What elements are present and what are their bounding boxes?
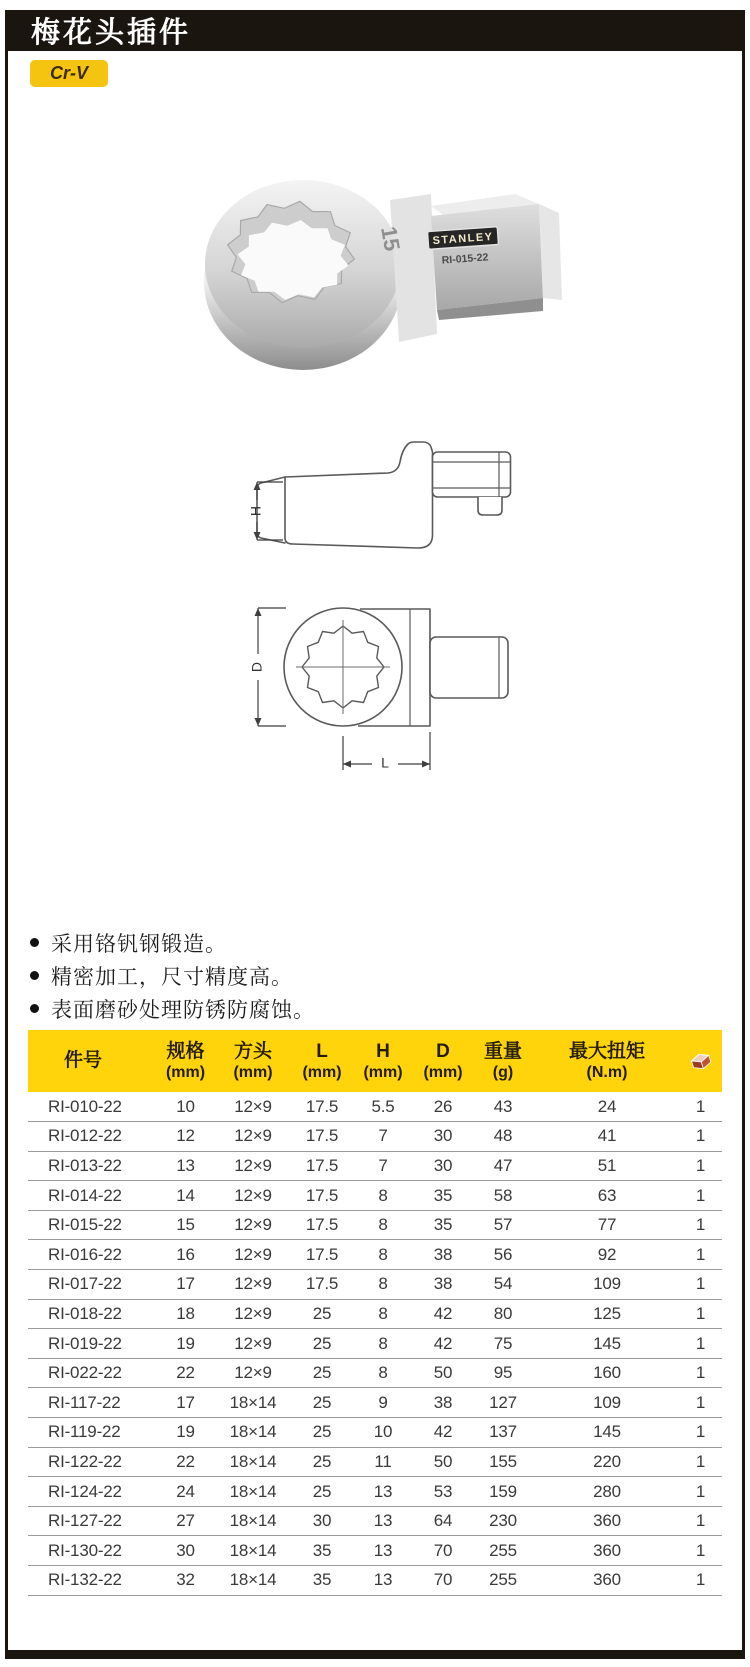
col-l: L (mm) [302, 1040, 342, 1081]
table-row [28, 1122, 722, 1152]
table-cell: 51 [535, 1151, 679, 1181]
table-cell: 18×14 [213, 1388, 293, 1418]
feature-item [30, 994, 315, 1027]
table-cell: 280 [535, 1477, 679, 1507]
table-cell: 8 [351, 1181, 415, 1211]
table-cell: 155 [471, 1447, 535, 1477]
l-arrow-left [343, 761, 351, 768]
table-cell: 57 [471, 1210, 535, 1240]
table-cell: 64 [415, 1506, 471, 1536]
table-cell: 17 [158, 1388, 213, 1418]
table-cell: RI-122-22 [28, 1447, 158, 1477]
table-cell: 12×9 [213, 1329, 293, 1359]
dim-h-label: H [247, 505, 264, 517]
table-cell: 1 [679, 1240, 722, 1270]
table-cell: 24 [158, 1477, 213, 1507]
table-cell: 17.5 [293, 1151, 351, 1181]
product-photo [185, 158, 575, 396]
table-cell: 230 [471, 1506, 535, 1536]
table-cell: 50 [415, 1358, 471, 1388]
table-cell: 7 [351, 1151, 415, 1181]
table-cell: 17.5 [293, 1181, 351, 1211]
feature-list [30, 928, 315, 1027]
table-cell: 1 [679, 1299, 722, 1329]
table-row [28, 1566, 722, 1596]
table-cell: 18×14 [213, 1506, 293, 1536]
feature-text: 表面磨砂处理防锈防腐蚀。 [51, 999, 315, 1022]
table-cell: RI-016-22 [28, 1240, 158, 1270]
col-square-drive: 方头 (mm) [233, 1040, 273, 1081]
table-cell: 30 [158, 1536, 213, 1566]
bullet-icon [30, 971, 39, 980]
table-cell: 8 [351, 1210, 415, 1240]
table-cell: 18×14 [213, 1536, 293, 1566]
table-cell: 13 [158, 1151, 213, 1181]
table-cell: 50 [415, 1447, 471, 1477]
collar [390, 194, 437, 342]
table-cell: 48 [471, 1122, 535, 1152]
table-cell: 12 [158, 1122, 213, 1152]
table-cell: 26 [415, 1092, 471, 1122]
table-cell: 38 [415, 1270, 471, 1300]
table-cell: 22 [158, 1447, 213, 1477]
table-cell: 12×9 [213, 1181, 293, 1211]
release-button [478, 497, 502, 515]
table-cell: RI-132-22 [28, 1566, 158, 1596]
table-cell: 360 [535, 1536, 679, 1566]
table-cell: 1 [679, 1477, 722, 1507]
table-cell: 1 [679, 1566, 722, 1596]
table-cell: 360 [535, 1506, 679, 1536]
col-weight: 重量 (g) [483, 1040, 522, 1081]
package-icon [688, 1051, 714, 1071]
table-cell: 70 [415, 1536, 471, 1566]
table-cell: 9 [351, 1388, 415, 1418]
table-cell: 12×9 [213, 1358, 293, 1388]
table-cell: 38 [415, 1240, 471, 1270]
table-cell: 17.5 [293, 1122, 351, 1152]
material-badge: Cr-V [30, 60, 108, 87]
table-cell: 10 [158, 1092, 213, 1122]
table-cell: 125 [535, 1299, 679, 1329]
table-cell: 109 [535, 1388, 679, 1418]
table-cell: RI-019-22 [28, 1329, 158, 1359]
table-cell: 1 [679, 1388, 722, 1418]
table-cell: 1 [679, 1506, 722, 1536]
table-cell: 8 [351, 1358, 415, 1388]
table-cell: 63 [535, 1181, 679, 1211]
table-cell: 8 [351, 1270, 415, 1300]
table-cell: 30 [415, 1151, 471, 1181]
table-cell: 80 [471, 1299, 535, 1329]
table-row [28, 1092, 722, 1122]
table-cell: RI-130-22 [28, 1536, 158, 1566]
table-row [28, 1418, 722, 1448]
dim-l-label: L [381, 754, 389, 771]
table-cell: 145 [535, 1418, 679, 1448]
table-cell: 38 [415, 1388, 471, 1418]
table-cell: 220 [535, 1447, 679, 1477]
table-cell: 1 [679, 1447, 722, 1477]
table-cell: 12×9 [213, 1270, 293, 1300]
table-cell: 19 [158, 1329, 213, 1359]
table-cell: 12×9 [213, 1240, 293, 1270]
table-row [28, 1388, 722, 1418]
table-cell: 35 [293, 1566, 351, 1596]
table-cell: 159 [471, 1477, 535, 1507]
table-cell: RI-119-22 [28, 1418, 158, 1448]
spec-table-body [28, 1092, 722, 1595]
table-cell: 18 [158, 1299, 213, 1329]
table-cell: RI-017-22 [28, 1270, 158, 1300]
size-stamp: 15 [376, 224, 405, 253]
table-row [28, 1299, 722, 1329]
bullet-icon [30, 1004, 39, 1013]
table-cell: 1 [679, 1358, 722, 1388]
d-arrow-bottom [255, 718, 262, 726]
spec-table-header [28, 1030, 722, 1092]
table-cell: RI-010-22 [28, 1092, 158, 1122]
table-cell: 25 [293, 1358, 351, 1388]
table-cell: 58 [471, 1181, 535, 1211]
table-cell: 18×14 [213, 1566, 293, 1596]
table-row [28, 1210, 722, 1240]
table-cell: 13 [351, 1536, 415, 1566]
header-row [28, 1030, 722, 1092]
table-row [28, 1329, 722, 1359]
feature-text: 精密加工，尺寸精度高。 [51, 966, 293, 989]
table-cell: 19 [158, 1418, 213, 1448]
h-arrow-bottom [254, 532, 261, 540]
table-cell: 11 [351, 1447, 415, 1477]
feature-item [30, 961, 315, 994]
table-cell: 1 [679, 1270, 722, 1300]
table-cell: 13 [351, 1477, 415, 1507]
table-cell: RI-127-22 [28, 1506, 158, 1536]
table-cell: 160 [535, 1358, 679, 1388]
table-cell: 35 [293, 1536, 351, 1566]
table-cell: 255 [471, 1566, 535, 1596]
table-cell: 14 [158, 1181, 213, 1211]
table-cell: 95 [471, 1358, 535, 1388]
table-cell: 30 [415, 1122, 471, 1152]
table-cell: 22 [158, 1358, 213, 1388]
table-row [28, 1536, 722, 1566]
table-cell: 145 [535, 1329, 679, 1359]
table-cell: 12×9 [213, 1092, 293, 1122]
table-cell: RI-022-22 [28, 1358, 158, 1388]
table-cell: 25 [293, 1477, 351, 1507]
page-title-bar [5, 10, 745, 51]
table-cell: RI-014-22 [28, 1181, 158, 1211]
col-h: H (mm) [363, 1040, 403, 1081]
table-cell: RI-018-22 [28, 1299, 158, 1329]
table-cell: 12×9 [213, 1151, 293, 1181]
table-cell: 17 [158, 1270, 213, 1300]
table-row [28, 1506, 722, 1536]
bullet-icon [30, 938, 39, 947]
table-cell: 1 [679, 1092, 722, 1122]
table-cell: 12×9 [213, 1122, 293, 1152]
table-cell: RI-124-22 [28, 1477, 158, 1507]
col-pack-qty [679, 1030, 722, 1092]
table-cell: 42 [415, 1418, 471, 1448]
top-view-drawing [200, 556, 530, 774]
table-cell: 17.5 [293, 1210, 351, 1240]
table-cell: 1 [679, 1151, 722, 1181]
table-cell: 42 [415, 1299, 471, 1329]
table-cell: 12×9 [213, 1299, 293, 1329]
table-cell: 35 [415, 1210, 471, 1240]
table-cell: 109 [535, 1270, 679, 1300]
table-cell: 13 [351, 1566, 415, 1596]
d-arrow-top [255, 608, 262, 616]
table-cell: 25 [293, 1329, 351, 1359]
table-cell: RI-012-22 [28, 1122, 158, 1152]
spec-table [28, 1030, 722, 1596]
table-cell: 47 [471, 1151, 535, 1181]
table-cell: 54 [471, 1270, 535, 1300]
table-cell: 127 [471, 1388, 535, 1418]
table-cell: 8 [351, 1299, 415, 1329]
model-text: RI-015-22 [441, 251, 489, 267]
table-cell: 30 [293, 1506, 351, 1536]
table-cell: 10 [351, 1418, 415, 1448]
table-cell: 5.5 [351, 1092, 415, 1122]
table-cell: 25 [293, 1418, 351, 1448]
table-cell: 77 [535, 1210, 679, 1240]
table-cell: 27 [158, 1506, 213, 1536]
table-cell: 17.5 [293, 1092, 351, 1122]
table-cell: 24 [535, 1092, 679, 1122]
table-cell: 41 [535, 1122, 679, 1152]
table-cell: RI-013-22 [28, 1151, 158, 1181]
table-cell: 1 [679, 1122, 722, 1152]
table-cell: 15 [158, 1210, 213, 1240]
table-cell: 25 [293, 1447, 351, 1477]
table-cell: 8 [351, 1329, 415, 1359]
col-part-number: 件号 [64, 1050, 103, 1071]
table-cell: RI-015-22 [28, 1210, 158, 1240]
table-cell: 92 [535, 1240, 679, 1270]
table-row [28, 1358, 722, 1388]
table-cell: RI-117-22 [28, 1388, 158, 1418]
table-cell: 137 [471, 1418, 535, 1448]
table-cell: 13 [351, 1506, 415, 1536]
table-cell: 1 [679, 1418, 722, 1448]
table-cell: 255 [471, 1536, 535, 1566]
table-cell: 25 [293, 1299, 351, 1329]
table-cell: 1 [679, 1536, 722, 1566]
feature-item [30, 928, 315, 961]
table-cell: 25 [293, 1388, 351, 1418]
col-max-torque: 最大扭矩 (N.m) [568, 1040, 645, 1081]
dim-d-label: D [248, 661, 265, 673]
table-cell: 18×14 [213, 1477, 293, 1507]
table-cell: 53 [415, 1477, 471, 1507]
table-row [28, 1477, 722, 1507]
table-row [28, 1181, 722, 1211]
feature-text: 采用铬钒钢锻造。 [51, 933, 227, 956]
table-cell: 16 [158, 1240, 213, 1270]
col-size: 规格 (mm) [165, 1040, 206, 1081]
l-arrow-right [422, 761, 430, 768]
table-row [28, 1270, 722, 1300]
table-cell: 32 [158, 1566, 213, 1596]
table-cell: 17.5 [293, 1240, 351, 1270]
table-cell: 75 [471, 1329, 535, 1359]
drive-top [430, 637, 508, 698]
table-cell: 17.5 [293, 1270, 351, 1300]
table-cell: 43 [471, 1092, 535, 1122]
table-cell: 18×14 [213, 1447, 293, 1477]
table-row [28, 1240, 722, 1270]
table-cell: 8 [351, 1240, 415, 1270]
table-cell: 35 [415, 1181, 471, 1211]
brand-text: STANLEY [432, 230, 494, 248]
side-view-drawing [195, 402, 535, 557]
table-cell: 18×14 [213, 1418, 293, 1448]
table-cell: 1 [679, 1210, 722, 1240]
table-cell: 56 [471, 1240, 535, 1270]
table-cell: 1 [679, 1329, 722, 1359]
col-d: D (mm) [423, 1040, 463, 1081]
page-title: 梅花头插件 [31, 17, 192, 49]
body-outline [285, 442, 433, 548]
table-cell: 7 [351, 1122, 415, 1152]
table-cell: 360 [535, 1566, 679, 1596]
table-cell: 70 [415, 1566, 471, 1596]
table-cell: 1 [679, 1181, 722, 1211]
table-row [28, 1151, 722, 1181]
table-row [28, 1447, 722, 1477]
table-cell: 12×9 [213, 1210, 293, 1240]
table-cell: 42 [415, 1329, 471, 1359]
